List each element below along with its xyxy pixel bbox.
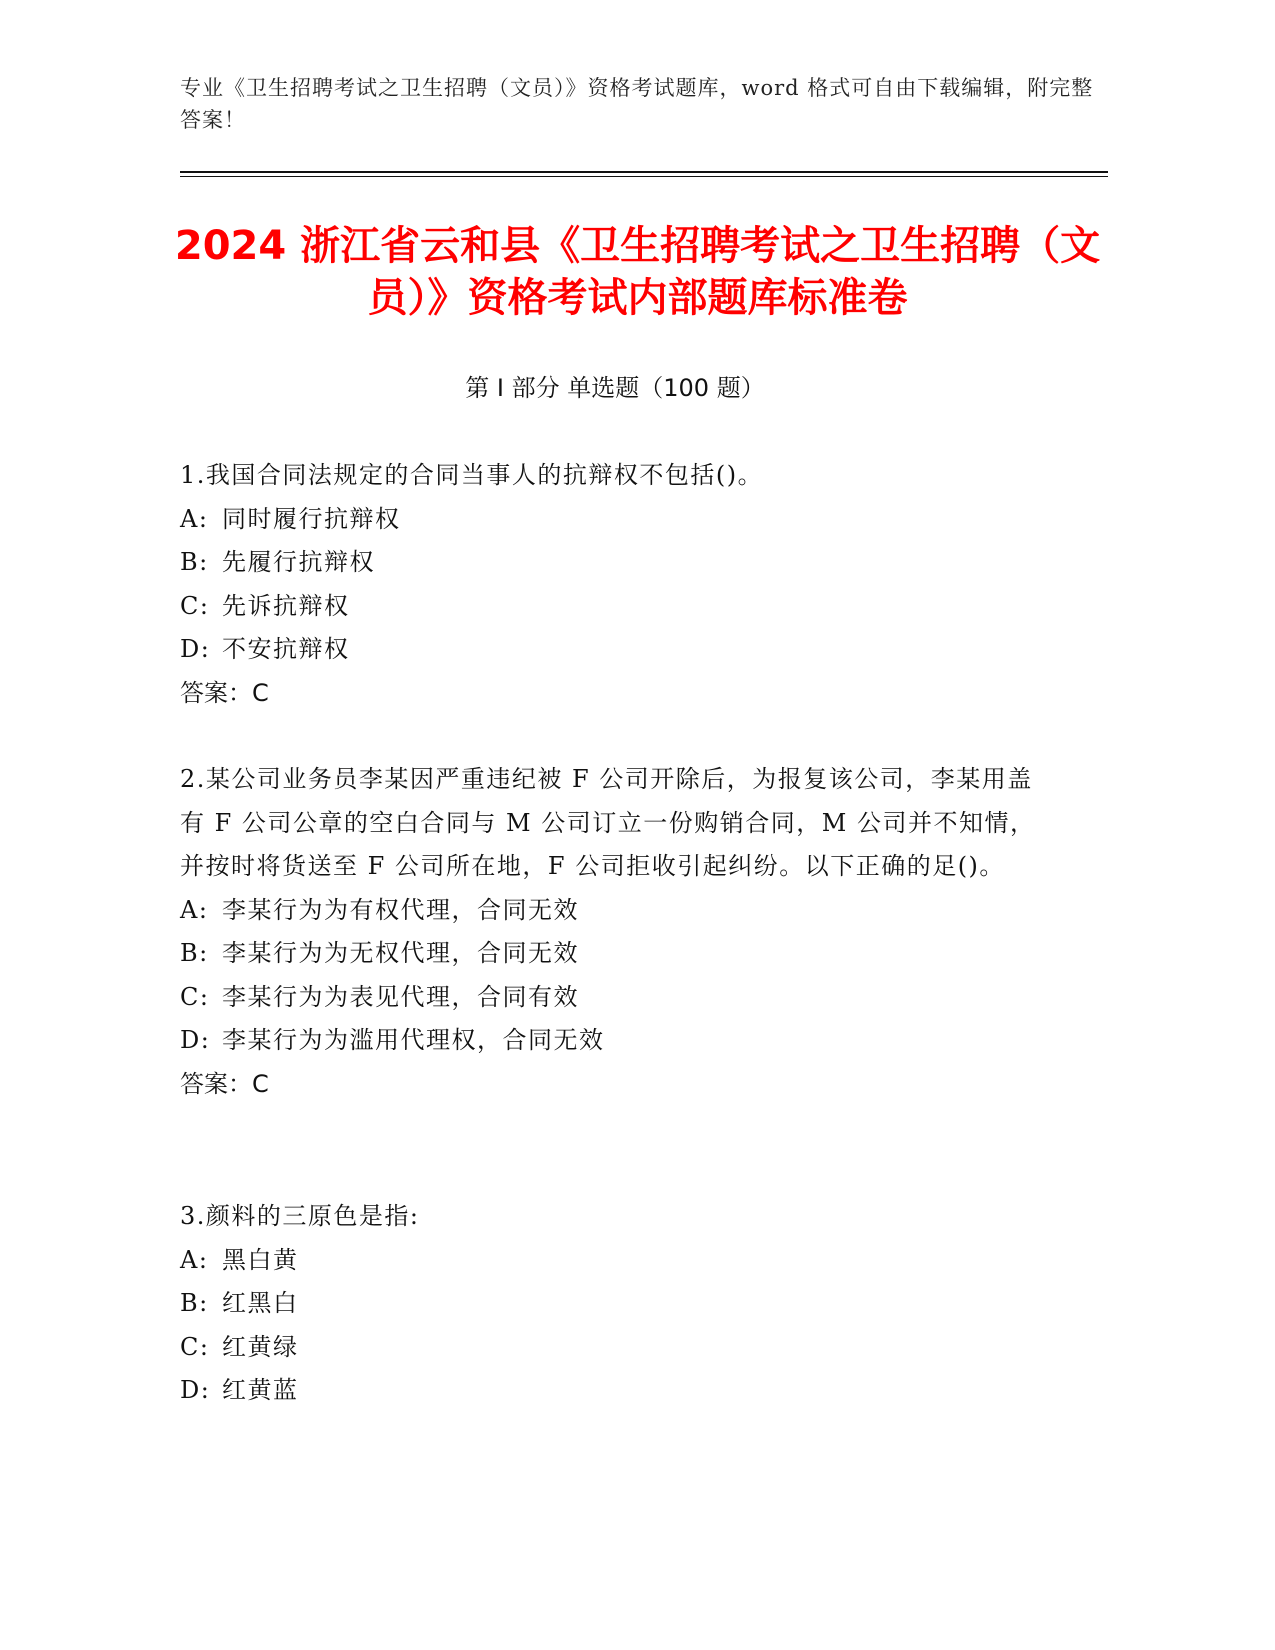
option-c [180,1326,1040,1370]
question-stem: 3.颜料的三原色是指: [180,1202,420,1230]
option-a [180,498,1040,542]
question-2 [180,758,1040,1106]
option-key: B: [180,939,209,967]
option-text: 红黑白 [222,1289,299,1317]
option-text: 李某行为为表见代理，合同有效 [222,982,579,1011]
option-d [180,628,1040,672]
option-c [180,585,1040,629]
question-stem: 2.某公司业务员李某因严重违纪被 F 公司开除后，为报复该公司，李某用盖有 F 公司公章的空白合同与 M 公司订立一份购销合同，M 公司并不知情，并按时将货送至 F 公司所在地，F 公司拒收引起纠纷。以下正确的足()。 [180,765,1036,880]
question-stem: 1.我国合同法规定的合同当事人的抗辩权不包括()。 [180,461,764,489]
header-rule-thin [180,176,1108,177]
question-1 [180,454,1040,715]
answer: 答案：C [180,678,269,707]
option-a [180,1239,1040,1283]
option-key: A: [180,895,209,924]
option-key: C: [180,1332,210,1361]
option-text: 李某行为为无权代理，合同无效 [222,939,579,967]
option-text: 红黄绿 [222,1332,299,1361]
option-key: C: [180,982,210,1011]
question-3 [180,1195,1040,1413]
option-key: D: [180,635,211,663]
option-key: D: [180,1376,211,1404]
option-text: 李某行为为滥用代理权，合同无效 [222,1026,605,1054]
header-note: 专业《卫生招聘考试之卫生招聘（文员）》资格考试题库，word 格式可自由下载编辑，附完整答案！ [180,76,1094,132]
option-text: 红黄蓝 [222,1376,299,1404]
option-b [180,541,1040,585]
header-rule-thick [180,171,1108,173]
option-text: 不安抗辩权 [222,635,350,663]
option-key: C: [180,591,210,620]
option-b [180,932,1040,976]
option-text: 同时履行抗辩权 [222,504,401,533]
option-c [180,976,1040,1020]
option-key: B: [180,1289,209,1317]
option-key: B: [180,548,209,576]
option-b [180,1282,1040,1326]
answer: 答案：C [180,1069,269,1098]
section-title: 第 I 部分 单选题（100 题） [465,374,765,402]
option-text: 先诉抗辩权 [222,591,350,620]
option-d [180,1019,1040,1063]
option-d [180,1369,1040,1413]
option-text: 李某行为为有权代理，合同无效 [222,895,579,924]
option-key: D: [180,1026,211,1054]
option-text: 黑白黄 [222,1245,299,1274]
option-key: A: [180,1245,209,1274]
option-a [180,889,1040,933]
option-key: A: [180,504,209,533]
document-title: 2024 浙江省云和县《卫生招聘考试之卫生招聘（文员）》资格考试内部题库标准卷 [174,223,1101,321]
option-text: 先履行抗辩权 [222,548,375,576]
